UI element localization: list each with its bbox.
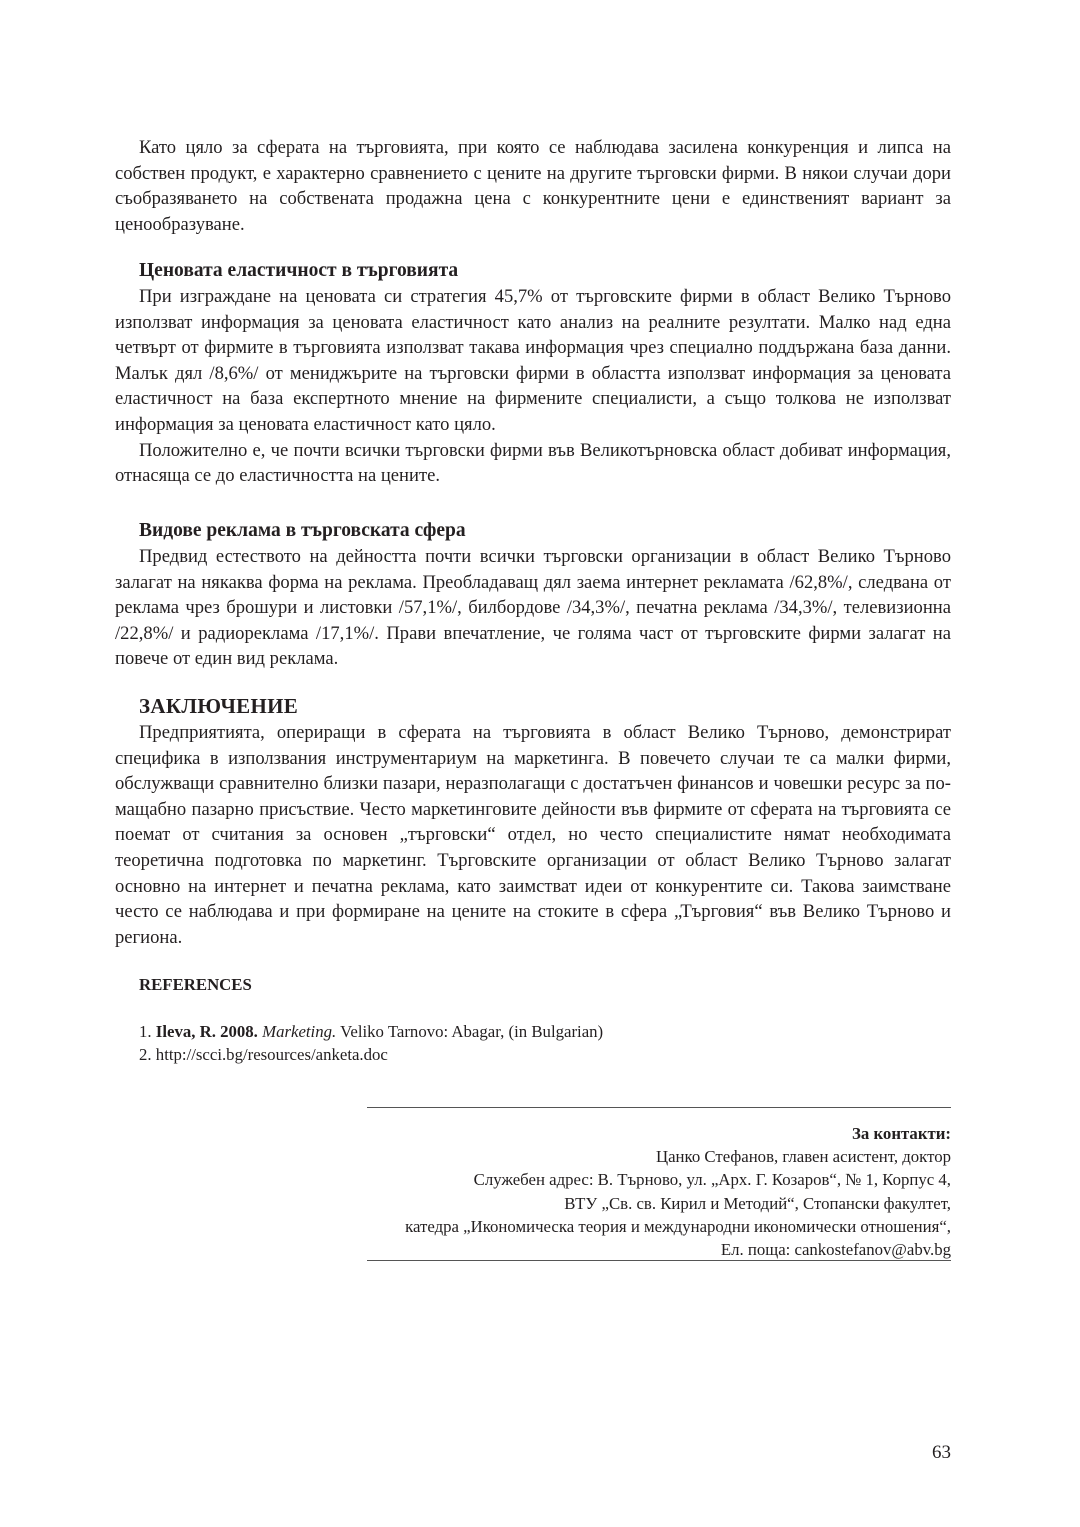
page-number: 63: [932, 1442, 951, 1463]
conclusion-paragraph: Предприятията, опериращи в сферата на търговията в област Велико Търново, демонстрират специфика в използвания инструментариум на маркетинга. В повечето случаи те са малки фирми, обслужващи сравнително близки пазари, неразполагащи с достатъчен финансов и човешки ресурс за по-мащабно пазарно присъствие. Често маркетинговите дейности във фирмите от сферата на търговията се поемат от считания за основен „търговски“ отдел, но често специалистите нямат необходимата теоретична подготовка по маркетинг. Търговските организации от област Велико Търново залагат основно на интернет и печатна реклама, като заимстват идеи от конкурентите си. Такова заимстване често се наблюдава и при формиране на цените на стоките в сфера „Търговия“ във Велико Търново и региона.: [115, 722, 951, 948]
reference-number: 1.: [139, 1022, 152, 1041]
intro-block: [115, 135, 951, 237]
section-advertising: [115, 518, 951, 672]
references-block: [115, 973, 951, 1066]
section-conclusion: [115, 692, 951, 950]
contact-line: Служебен адрес: В. Търново, ул. „Арх. Г. Козаров“, № 1, Корпус 4,: [473, 1170, 951, 1190]
references-title: REFERENCES: [139, 975, 252, 994]
conclusion-heading: ЗАКЛЮЧЕНИЕ: [139, 694, 299, 718]
contact-block: [300, 1122, 951, 1261]
reference-work: Marketing.: [262, 1022, 337, 1041]
reference-details: Veliko Tarnovo: Abagar, (in Bulgarian): [340, 1022, 604, 1041]
contact-line: ВТУ „Св. св. Кирил и Методий“, Стопански факултет,: [564, 1193, 951, 1213]
contact-title: За контакти:: [852, 1124, 951, 1143]
contact-bottom-rule: [367, 1260, 951, 1261]
contact-email-line: Ел. поща: cankostefanov@abv.bg: [720, 1240, 951, 1260]
section-heading-elasticity: Ценовата еластичност в търговията: [139, 260, 459, 281]
intro-paragraph: Като цяло за сферата на търговията, при която се наблюдава засилена конкуренция и липса на собствен продукт, е характерно сравнението с цените на другите търговски фирми. В някои случаи дори съобразяването на собствената продажна цена с конкурентните цени е единственият вариант за ценообразуване.: [115, 137, 951, 235]
reference-url: http://scci.bg/resources/anketa.doc: [155, 1045, 388, 1064]
elasticity-paragraph-2: Положително е, че почти всички търговски фирми във Великотърновска област добиват информация, отнасяща се до еластичността на цените.: [115, 439, 951, 487]
contact-top-rule: [367, 1107, 951, 1108]
contact-line: катедра „Икономическа теория и международни икономически отношения“,: [405, 1216, 951, 1236]
reference-item: [115, 1020, 951, 1043]
reference-item: [115, 1043, 951, 1066]
elasticity-paragraph-1: При изграждане на ценовата си стратегия 45,7% от търговските фирми в област Велико Търново използват информация за ценовата еластичност като анализ на реалните резултати. Малко над една четвърт от фирмите в търговията използват такава информация чрез специално поддържана база данни. Малък дял /8,6%/ от мениджърите на търговски фирми в областта използват информация за ценовата еластичност на база експертното мнение на фирмените специалисти, а също толкова не използват информация за ценовата еластичност като цяло.: [115, 286, 951, 435]
section-heading-advertising: Видове реклама в търговската сфера: [139, 520, 466, 541]
reference-number: 2.: [139, 1045, 152, 1064]
reference-author: Ileva, R. 2008.: [155, 1022, 258, 1041]
section-elasticity: [115, 258, 951, 489]
contact-line: Цанко Стефанов, главен асистент, доктор: [655, 1147, 951, 1167]
advertising-paragraph: Предвид естеството на дейността почти всички търговски организации в област Велико Търново залагат на някаква форма на реклама. Преобладаващ дял заема интернет рекламата /62,8%/, следвана от реклама чрез брошури и листовки /57,1%/, билбордове /34,3%/, печатна реклама /34,3%/, телевизионна /22,8%/ и радиореклама /17,1%/. Прави впечатление, че голяма част от търговските фирми залагат на повече от един вид реклама.: [115, 546, 951, 670]
